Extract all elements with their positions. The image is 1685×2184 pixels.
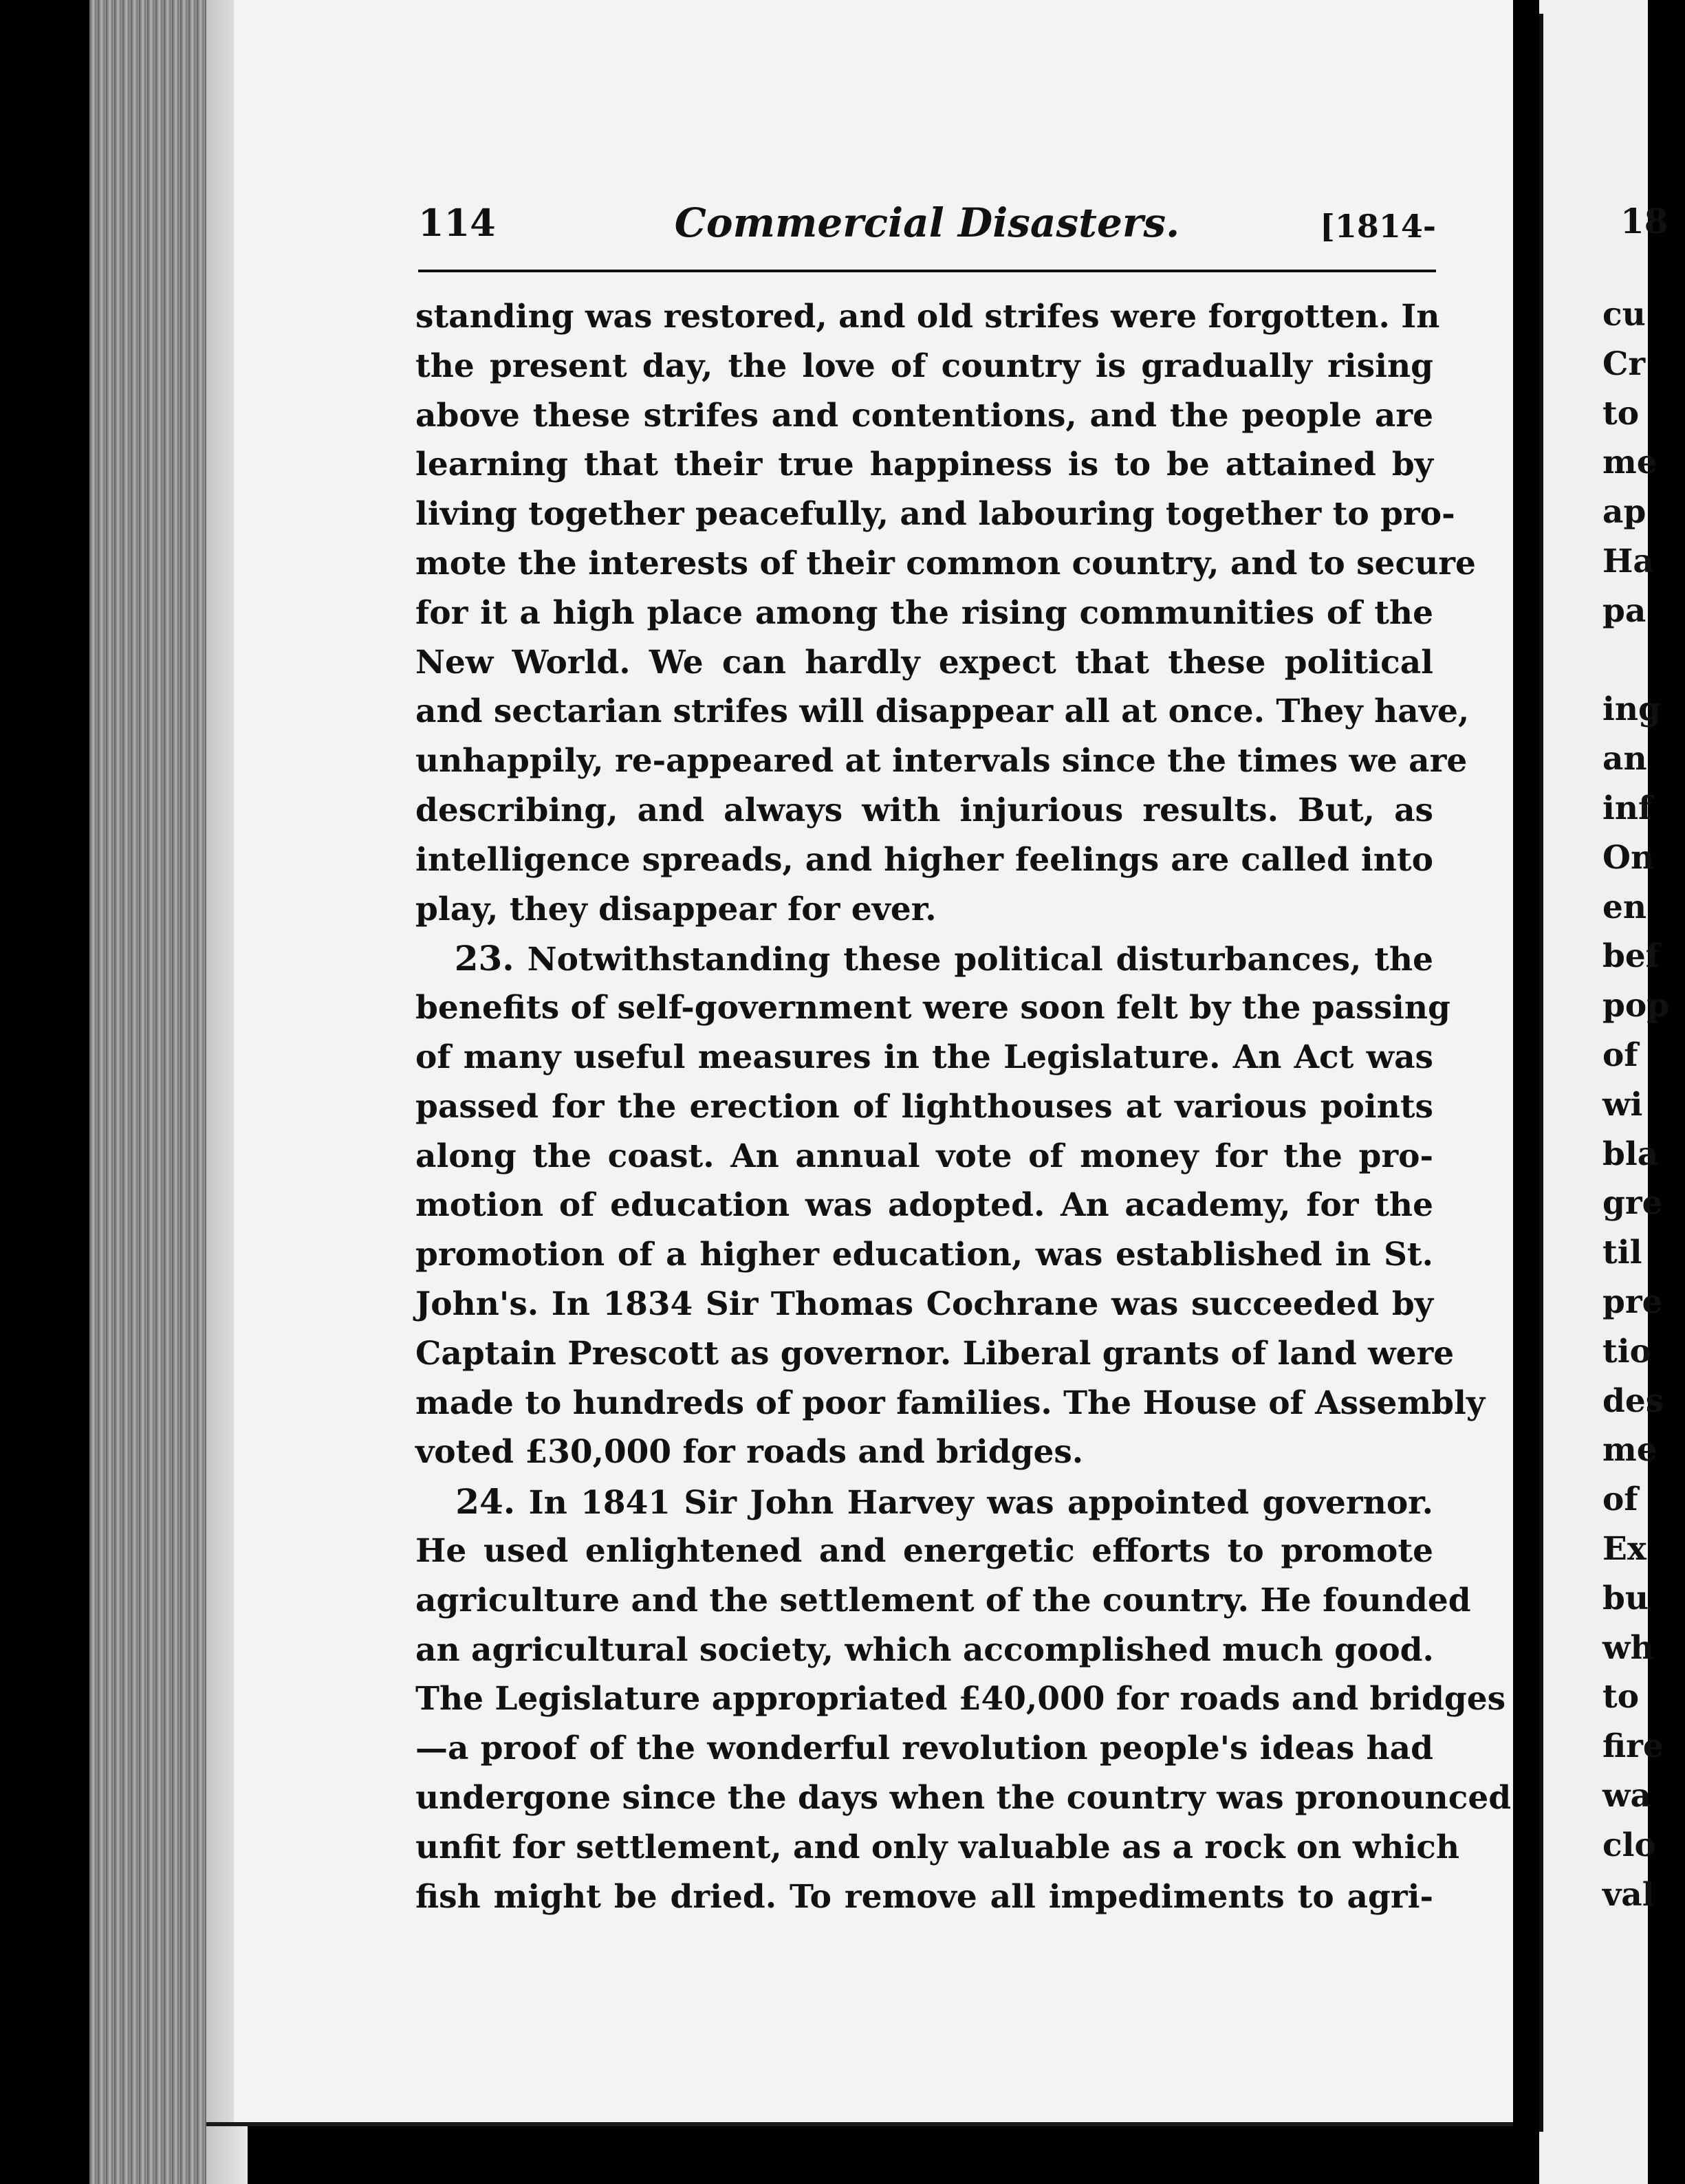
- text-line: benefits of self-government were soon felt by the passing: [415, 989, 1450, 1027]
- facing-page-line-fragment: to: [1602, 1678, 1640, 1716]
- facing-page-line-fragment: pre: [1602, 1283, 1663, 1321]
- text-line: —a proof of the wonderful revolution people's ideas had: [415, 1729, 1433, 1768]
- text-line: describing, and always with injurious results. But, as: [415, 791, 1433, 829]
- paragraph-number-23: 23.: [454, 938, 514, 979]
- text-line: learning that their true happiness is to be attained by: [415, 446, 1433, 484]
- text-line: along the coast. An annual vote of money for the pro-: [415, 1137, 1433, 1175]
- facing-page-line-fragment: of: [1602, 1481, 1638, 1519]
- paragraph-number-24: 24.: [455, 1481, 516, 1522]
- page-body: [415, 292, 1512, 1921]
- text-line: above these strifes and contentions, and the people are: [415, 396, 1433, 435]
- text-line: agriculture and the settlement of the country. He founded: [415, 1581, 1471, 1619]
- facing-page-line-fragment: fire: [1602, 1727, 1664, 1766]
- text-line: He used enlightened and energetic efforts to promote: [415, 1531, 1433, 1570]
- text-line: standing was restored, and old strifes were forgotten. In: [415, 298, 1440, 336]
- text-line: Notwithstanding these political disturbances, the: [527, 941, 1433, 979]
- facing-page-line-fragment: inf: [1602, 789, 1653, 827]
- paragraph-24-first-line: [415, 1477, 1433, 1527]
- facing-page-line-fragment: tio: [1602, 1332, 1651, 1371]
- facing-page-line-fragment: pop: [1602, 987, 1670, 1025]
- running-title: Commercial Disasters.: [674, 199, 1180, 246]
- facing-page-line-fragment: Ha: [1602, 543, 1654, 580]
- text-line: made to hundreds of poor families. The House of Assembly: [415, 1384, 1486, 1422]
- facing-page-number: 18: [1620, 201, 1668, 241]
- text-line: In 1841 Sir John Harvey was appointed governor.: [528, 1484, 1433, 1522]
- facing-page-line-fragment: gre: [1602, 1184, 1663, 1223]
- text-line: unfit for settlement, and only valuable as a rock on which: [415, 1828, 1460, 1866]
- text-line: The Legislature appropriated £40,000 for roads and bridges: [415, 1680, 1506, 1718]
- facing-page-line-fragment: bu: [1602, 1579, 1649, 1617]
- facing-page-line-fragment: an: [1602, 740, 1647, 778]
- running-head: [418, 194, 1436, 263]
- book-gutter: [1513, 0, 1539, 2184]
- facing-page-line-fragment: des: [1602, 1382, 1664, 1420]
- text-line: living together peacefully, and labouring together to pro-: [415, 495, 1455, 534]
- facing-page-fragment: [1539, 0, 1670, 2184]
- text-line: voted £30,000 for roads and bridges.: [415, 1433, 1084, 1472]
- text-line: motion of education was adopted. An academy, for the: [415, 1186, 1433, 1225]
- text-line: fish might be dried. To remove all impediments to agri-: [415, 1877, 1433, 1916]
- facing-page-line-fragment: Cr: [1602, 345, 1646, 383]
- facing-page-line-fragment: of: [1602, 1036, 1638, 1074]
- facing-page-line-fragment: ing: [1602, 690, 1661, 729]
- paragraph-23-first-line: [415, 934, 1433, 983]
- facing-page-line-fragment: bla: [1602, 1135, 1659, 1173]
- facing-page-line-fragment: Ex: [1602, 1530, 1646, 1568]
- text-line: intelligence spreads, and higher feelings are called into: [415, 840, 1433, 879]
- text-line: promotion of a higher education, was established in St.: [415, 1236, 1433, 1274]
- text-line: Captain Prescott as governor. Liberal grants of land were: [415, 1334, 1455, 1373]
- text-line: the present day, the love of country is gradually rising: [415, 347, 1433, 385]
- facing-page-line-fragment: pa: [1602, 591, 1646, 630]
- page-number: 114: [418, 201, 496, 245]
- text-line: undergone since the days when the country was pronounced: [415, 1778, 1512, 1817]
- facing-page-line-fragment: bef: [1602, 937, 1660, 976]
- facing-page-line-fragment: cu: [1602, 296, 1646, 334]
- text-line: New World. We can hardly expect that these political: [415, 643, 1433, 681]
- facing-page-line-fragment: wh: [1602, 1628, 1654, 1667]
- facing-page-line-fragment: On: [1602, 838, 1655, 877]
- page-bottom-edge: [206, 2122, 1513, 2126]
- facing-page-line-fragment: wi: [1602, 1085, 1643, 1124]
- text-line: for it a high place among the rising communities of the: [415, 593, 1433, 632]
- facing-page-line-fragment: en: [1602, 888, 1647, 926]
- facing-page-line-fragment: me: [1602, 444, 1657, 482]
- text-line: play, they disappear for ever.: [415, 890, 937, 928]
- text-line: an agricultural society, which accomplished much good.: [415, 1630, 1434, 1669]
- facing-page-edge: [1539, 14, 1543, 2132]
- facing-page-line-fragment: me: [1602, 1431, 1657, 1470]
- header-rule: [418, 270, 1436, 272]
- facing-page-line-fragment: ap: [1602, 493, 1646, 532]
- text-line: mote the interests of their common country, and to secure: [415, 544, 1476, 582]
- running-year: [1814-: [1320, 208, 1436, 245]
- facing-page-line-fragment: clo: [1602, 1826, 1656, 1864]
- facing-page-line-fragment: wa: [1602, 1777, 1651, 1815]
- text-line: John's. In 1834 Sir Thomas Cochrane was succeeded by: [415, 1285, 1433, 1323]
- text-line: passed for the erection of lighthouses at various points: [415, 1087, 1433, 1126]
- page-block-edges: [89, 0, 206, 2184]
- text-line: and sectarian strifes will disappear all at once. They have,: [415, 692, 1470, 731]
- facing-page-line-fragment: to: [1602, 394, 1640, 433]
- text-line: of many useful measures in the Legislature. An Act was: [415, 1038, 1433, 1076]
- text-line: unhappily, re-appeared at intervals since the times we are: [415, 742, 1468, 780]
- facing-page-line-fragment: til: [1602, 1234, 1642, 1272]
- facing-page-line-fragment: val: [1602, 1875, 1655, 1914]
